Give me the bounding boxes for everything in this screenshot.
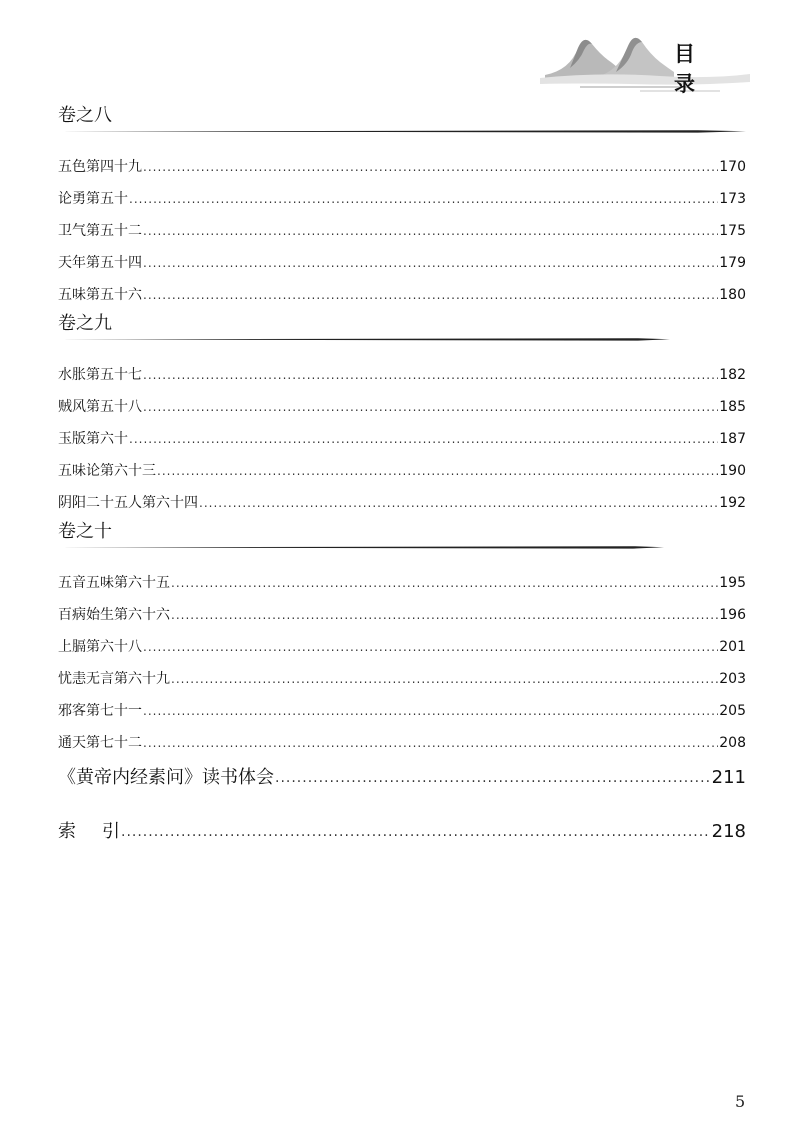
entry-title: 论勇第五十 bbox=[58, 191, 128, 207]
toc-entry[interactable] bbox=[58, 655, 746, 687]
dot-leader bbox=[157, 463, 718, 479]
page-number: 179 bbox=[719, 255, 746, 271]
dot-leader bbox=[143, 367, 718, 383]
page-number: 196 bbox=[719, 607, 746, 623]
page-number: 201 bbox=[719, 639, 746, 655]
entry-title: 忧恚无言第六十九 bbox=[58, 671, 170, 687]
toc-section-10 bbox=[58, 521, 746, 751]
page-number: 182 bbox=[719, 367, 746, 383]
entry-title: 阴阳二十五人第六十四 bbox=[58, 495, 198, 511]
entry-title: 五色第四十九 bbox=[58, 159, 142, 175]
page-number: 185 bbox=[719, 399, 746, 415]
entry-title: 五味论第六十三 bbox=[58, 463, 156, 479]
entry-title-char: 引 bbox=[102, 821, 120, 842]
dot-leader bbox=[143, 703, 718, 719]
page-number: 218 bbox=[711, 821, 746, 842]
toc-entry[interactable] bbox=[58, 207, 746, 239]
page-number: 180 bbox=[719, 287, 746, 303]
dot-leader bbox=[143, 639, 718, 655]
toc-entry[interactable] bbox=[58, 175, 746, 207]
page-number: 208 bbox=[719, 735, 746, 751]
page-number: 211 bbox=[711, 767, 746, 788]
entry-title bbox=[58, 822, 120, 842]
dot-leader bbox=[171, 671, 718, 687]
dot-leader bbox=[129, 191, 718, 207]
dot-leader bbox=[275, 768, 711, 788]
page-number: 175 bbox=[719, 223, 746, 239]
page-number: 205 bbox=[719, 703, 746, 719]
toc-entry[interactable] bbox=[58, 559, 746, 591]
toc-entry[interactable] bbox=[58, 383, 746, 415]
toc-entry[interactable] bbox=[58, 623, 746, 655]
toc-entry[interactable] bbox=[58, 271, 746, 303]
entry-title: 贼风第五十八 bbox=[58, 399, 142, 415]
page-number: 170 bbox=[719, 159, 746, 175]
page-number: 195 bbox=[719, 575, 746, 591]
entry-title: 通天第七十二 bbox=[58, 735, 142, 751]
page-header bbox=[540, 20, 760, 100]
page-number: 192 bbox=[719, 495, 746, 511]
toc-entry[interactable] bbox=[58, 687, 746, 719]
entry-title: 上膈第六十八 bbox=[58, 639, 142, 655]
folio-page-number: 5 bbox=[735, 1092, 746, 1111]
section-title: 卷之八 bbox=[58, 105, 112, 126]
entry-title: 水胀第五十七 bbox=[58, 367, 142, 383]
toc-section-8 bbox=[58, 105, 746, 303]
entry-title-char: 索 bbox=[58, 821, 76, 842]
toc-entry[interactable] bbox=[58, 415, 746, 447]
section-title: 卷之十 bbox=[58, 521, 112, 542]
page-number: 203 bbox=[719, 671, 746, 687]
dot-leader bbox=[143, 399, 718, 415]
entry-title: 邪客第七十一 bbox=[58, 703, 142, 719]
section-rule bbox=[58, 129, 746, 134]
section-rule bbox=[58, 337, 746, 342]
page-number: 187 bbox=[719, 431, 746, 447]
toc-entry[interactable] bbox=[58, 143, 746, 175]
section-rule bbox=[58, 545, 746, 550]
section-title: 卷之九 bbox=[58, 313, 112, 334]
entry-title: 天年第五十四 bbox=[58, 255, 142, 271]
page-number: 190 bbox=[719, 463, 746, 479]
dot-leader bbox=[121, 822, 711, 842]
dot-leader bbox=[143, 255, 718, 271]
entry-title: 卫气第五十二 bbox=[58, 223, 142, 239]
dot-leader bbox=[129, 431, 718, 447]
dot-leader bbox=[171, 607, 718, 623]
dot-leader bbox=[199, 495, 718, 511]
toc-entry[interactable] bbox=[58, 479, 746, 511]
toc-section-9 bbox=[58, 313, 746, 511]
page-title: 目 录 bbox=[674, 42, 715, 96]
toc-entry[interactable] bbox=[58, 591, 746, 623]
page-number: 173 bbox=[719, 191, 746, 207]
entry-title: 玉版第六十 bbox=[58, 431, 128, 447]
dot-leader bbox=[171, 575, 718, 591]
entry-title: 百病始生第六十六 bbox=[58, 607, 170, 623]
toc-entry[interactable] bbox=[58, 719, 746, 751]
toc-entry[interactable] bbox=[58, 447, 746, 479]
entry-title: 《黄帝内经素问》读书体会 bbox=[58, 767, 274, 788]
toc-entry-index[interactable] bbox=[58, 822, 746, 842]
toc-entry-reading-notes[interactable] bbox=[58, 768, 746, 788]
entry-title: 五音五味第六十五 bbox=[58, 575, 170, 591]
dot-leader bbox=[143, 735, 718, 751]
entry-title: 五味第五十六 bbox=[58, 287, 142, 303]
toc-entry[interactable] bbox=[58, 239, 746, 271]
dot-leader bbox=[143, 159, 718, 175]
toc-entry[interactable] bbox=[58, 351, 746, 383]
dot-leader bbox=[143, 223, 718, 239]
dot-leader bbox=[143, 287, 718, 303]
